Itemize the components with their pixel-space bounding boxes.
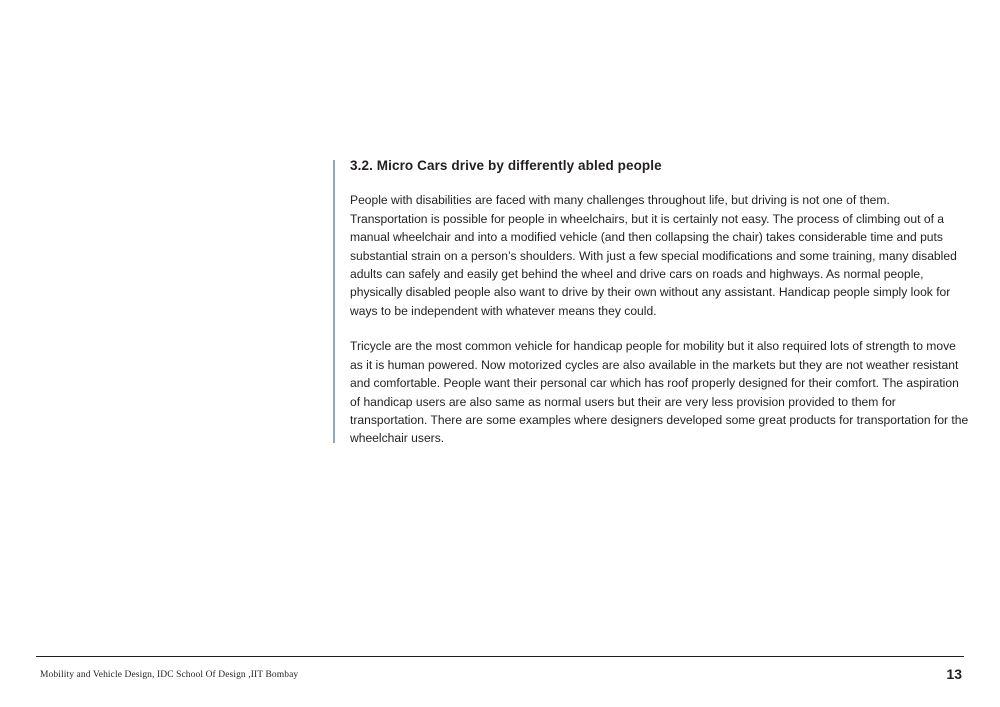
accent-vertical-rule xyxy=(333,160,335,443)
paragraph-2: Tricycle are the most common vehicle for handicap people for mobility but it also required lots of strength to move as it is human powered. Now motorized cycles are also available in the markets but they are not weather resistant and comfortable. People want their personal car which has roof properly designed for their comfort. The aspiration of handicap users are also same as normal users but their are very less provision provided to them for transportation. There are some examples where designers developed some great products for transportation for the wheelchair users. xyxy=(350,339,969,446)
page-footer xyxy=(36,666,964,688)
section-heading: 3.2. Micro Cars drive by differently abled people xyxy=(350,158,662,173)
footer-attribution: Mobility and Vehicle Design, IDC School Of Design ,IIT Bombay xyxy=(40,670,299,680)
paragraph-1: People with disabilities are faced with many challenges throughout life, but driving is not one of them. Transportation is possible for people in wheelchairs, but it is certainly not easy. The process of climbing out of a manual wheelchair and into a modified vehicle (and then collapsing the chair) takes considerable time and puts substantial strain on a person’s shoulders. With just a few special modifications and some training, many disabled adults can safely and easily get behind the wheel and drive cars on roads and highways. As normal people, physically disabled people also want to drive by their own without any assistant. Handicap people simply look for ways to be independent with whatever means they could. xyxy=(350,193,957,318)
footer-divider xyxy=(36,656,964,657)
content-block xyxy=(333,158,969,448)
text-column xyxy=(350,158,969,448)
page-number: 13 xyxy=(946,666,962,682)
